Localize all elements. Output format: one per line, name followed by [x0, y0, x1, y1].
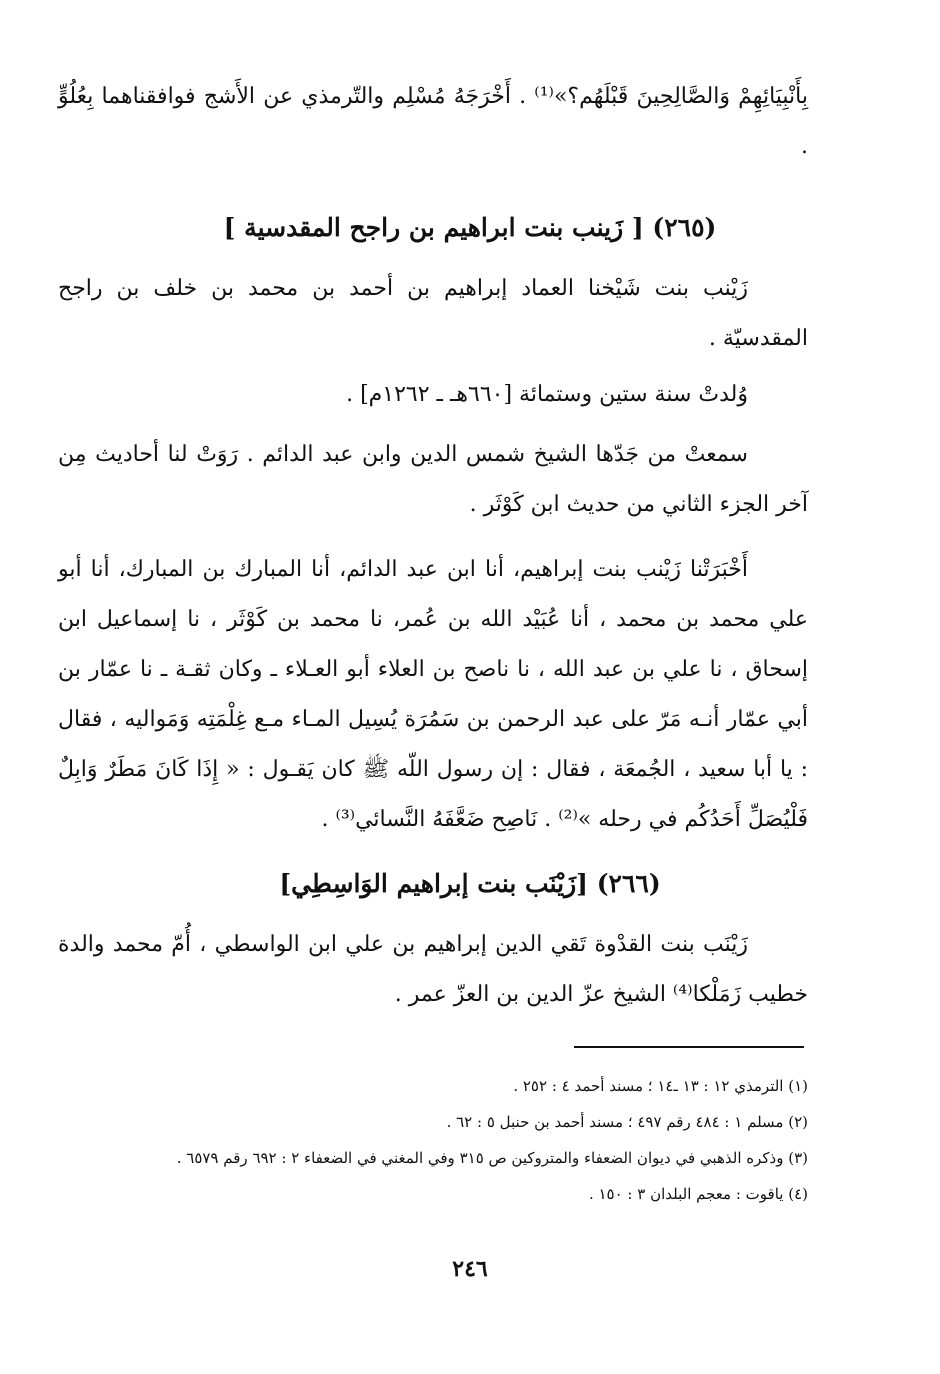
entry-heading-265: (٢٦٥) [ زَينب بنت ابراهيم بن راجح المقدسية ] [223, 213, 717, 242]
entry-heading-266: (٢٦٦) [زَيْنَب بنت إبراهيم الوَاسِطِي] [279, 869, 661, 898]
footnote-3: (٣) وذكره الذهبي في ديوان الضعفاء والمتروكين ص ٣١٥ وفي المغني في الضعفاء ٢ : ٦٩٢ رقم ٦٥٧٩ . [176, 1149, 808, 1167]
paragraph-hadith-ending: بِأَنْبِيَائِهِمْ وَالصَّالِحِينَ قَبْلَهُم؟»⁽¹⁾ . أَخْرَجَهُ مُسْلِم والتّرمذي عن الأَشج فوافقناهما بِعُلُوٍّ . [58, 84, 809, 159]
paragraph-birth-date: وُلدتْ سنة ستين وستمائة [٦٦٠هـ ـ ١٢٦٢م] . [346, 382, 748, 407]
footnote-2: (٢) مسلم ١ : ٤٨٤ رقم ٤٩٧ ؛ مسند أحمد بن حنبل ٥ : ٦٢ . [446, 1113, 808, 1131]
paragraph-zaynab-lineage: زَيْنب بنت شَيْخنا العماد إبراهيم بن أحمد بن محمد بن خلف بن راجح المقدسيّة . [58, 276, 808, 351]
paragraph-zaynab-wasiti: زَيْنَب بنت القدْوة تَقي الدين إبراهيم بن علي ابن الواسطي ، أُمّ محمد والدة خطيب زَمَلْكا⁽⁴⁾ الشيخ عزّ الدين بن العزّ عمر . [58, 932, 808, 1007]
paragraph-isnad-hadith: أَخْبَرَتْنا زَيْنب بنت إبراهيم، أنا ابن عبد الدائم، أنا المبارك بن المبارك، أنا أبو علي محمد بن محمد ، أنا عُبَيْد الله بن عُمر، نا محمد بن كَوْثَر ، نا إسماعيل ابن إسحاق ، نا علي بن عبد الله ، نا ناصح بن العلاء أبو العـلاء ـ وكان ثقـة ـ نا عمّار بن أبي عمّار أنـه مَرّ على عبد الرحمن بن سَمُرَة يُسِيل المـاء مـع غِلْمَتِه وَمَواليه ، فقال : يا أبا سعيد ، الجُمعَة ، فقال : إن رسول اللّه ﷺ كان يَقـول : « إِذَا كَانَ مَطَرٌ وَابِلٌ فَلْيُصَلِّ أَحَدُكُم في رحله »⁽²⁾ . نَاصِح ضَعَّفَهُ النَّسائي⁽³⁾ . [58, 557, 808, 832]
footnote-1: (١) الترمذي ١٢ : ١٣ ـ١٤ ؛ مسند أحمد ٤ : ٢٥٢ . [513, 1077, 808, 1095]
footnote-divider [574, 1046, 804, 1048]
footnotes-section [48, 1068, 808, 1212]
paragraph-narration-sources: سمعتْ من جَدّها الشيخ شمس الدين وابن عبد الدائم . رَوَتْ لنا أحاديث مِن آخر الجزء الثاني من حديث ابن كَوْثَر . [58, 442, 808, 517]
page-number: ٢٤٦ [452, 1256, 488, 1282]
footnote-4: (٤) ياقوت : معجم البلدان ٣ : ١٥٠ . [588, 1185, 808, 1203]
